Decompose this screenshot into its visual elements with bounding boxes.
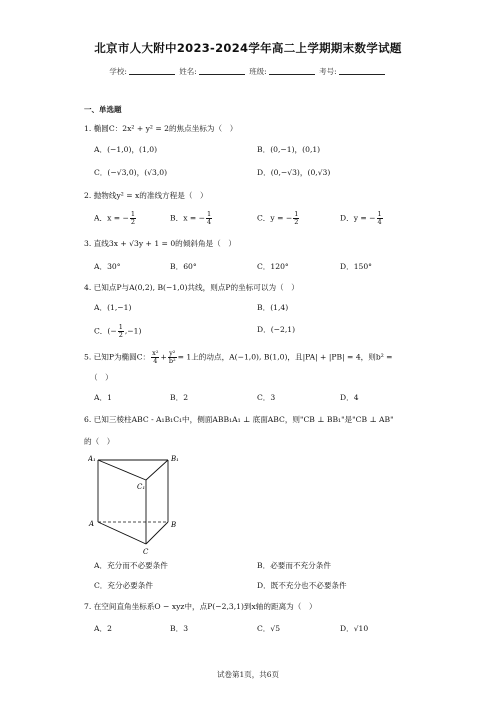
q4-option-b: B．(1,4): [257, 303, 289, 312]
question-6-line-2: 的（ ）: [84, 437, 115, 446]
question-5-line-2: （ ）: [90, 373, 113, 382]
school-blank[interactable]: [129, 74, 175, 75]
q6-option-c: C．充分必要条件: [94, 581, 153, 590]
question-number: 6.: [84, 415, 92, 424]
label-b: B: [171, 521, 177, 529]
option-text: 60°: [183, 262, 197, 271]
q3-option-b: B．60°: [170, 262, 197, 271]
option-text: 3: [183, 624, 189, 633]
exam-no-label: 考号:: [319, 67, 337, 76]
edge-ac: [98, 522, 146, 544]
q4-option-c: C．(− $\frac{1}{2}$ ,−1): [94, 323, 142, 339]
option-text: 4: [353, 393, 359, 402]
prism-figure: [88, 452, 198, 557]
question-4: [84, 282, 299, 293]
q2-option-c: C．y = − $\frac{1}{2}$: [257, 210, 299, 226]
question-7: [84, 601, 317, 612]
class-blank[interactable]: [269, 74, 315, 75]
fraction: $\frac{\text{y²}}{\text{b²}}$: [168, 349, 176, 365]
edge-b1c1: [146, 460, 168, 480]
question-number: 4.: [84, 283, 92, 292]
fraction: $\frac{1}{4}$: [207, 210, 212, 226]
label-c: C: [143, 548, 149, 556]
question-stem: 已知点P与A(0,2), B(−1,0)共线，则点P的坐标可以为（ ）: [93, 283, 299, 292]
question-3: [84, 238, 236, 249]
page-footer: 试卷第1页，共6页: [216, 670, 280, 679]
fraction: $\frac{1}{4}$: [377, 210, 382, 226]
exam-title: 北京市人大附中2023-2024学年高二上学期期末数学试题: [94, 41, 402, 55]
option-text: 必要而不充分条件: [270, 561, 331, 570]
option-text: 1: [107, 393, 112, 402]
q6-option-d: D．既不充分也不必要条件: [257, 581, 347, 590]
q4-option-d: D．(−2,1): [257, 325, 296, 334]
question-stem: 在空间直角坐标系O − xyz中，点P(−2,3,1)到x轴的距离为（ ）: [93, 602, 317, 611]
q3-option-a: A．30°: [94, 262, 121, 271]
option-text: 2: [107, 624, 112, 633]
q6-option-a: A．充分而不必要条件: [94, 561, 168, 570]
label-a: A: [89, 520, 95, 528]
q7-option-b: B．3: [170, 624, 189, 633]
option-text: (−1,0)，(1,0): [107, 145, 158, 154]
label-c1: C₁: [137, 483, 146, 491]
school-label: 学校:: [109, 67, 127, 76]
q3-option-c: C．120°: [257, 262, 289, 271]
fraction: $\frac{1}{2}$: [294, 210, 299, 226]
option-text: (1,4): [270, 303, 289, 312]
option-text: (0,−1)，(0,1): [270, 145, 321, 154]
q7-option-d: D．√10: [340, 624, 369, 633]
q2-option-d: D．y = − $\frac{1}{4}$: [340, 210, 382, 226]
option-text: x = −: [107, 213, 129, 223]
option-text: y = −: [353, 213, 376, 223]
q2-option-a: A．x = − $\frac{1}{2}$: [94, 210, 136, 226]
option-text: (−: [107, 326, 117, 336]
question-stem: 椭圆C：2x² + y² = 2的焦点坐标为（ ）: [93, 124, 238, 133]
q1-option-a: A．(−1,0)，(1,0): [94, 145, 158, 154]
q5-option-d: D．4: [340, 393, 359, 402]
option-text: 充分而不必要条件: [107, 561, 168, 570]
option-text: 3: [270, 393, 276, 402]
student-info-line: [0, 66, 496, 77]
question-stem: 已知三棱柱ABC - A₁B₁C₁中，侧面ABB₁A₁ ⊥ 底面ABC，则"CB ⊥ BB₁"是"CB ⊥ AB": [93, 415, 394, 424]
name-blank[interactable]: [199, 74, 245, 75]
question-stem: 直线3x + √3y + 1 = 0的倾斜角是（ ）: [93, 239, 236, 248]
option-text: y = −: [270, 213, 293, 223]
q7-option-a: A．2: [94, 624, 112, 633]
fraction: $\frac{1}{2}$: [130, 210, 136, 226]
edge-bc: [146, 522, 168, 544]
option-text: √5: [270, 624, 281, 633]
question-number: 1.: [84, 124, 92, 133]
question-number: 7.: [84, 602, 92, 611]
edge-a1c1: [98, 460, 146, 480]
question-number: 5.: [84, 352, 92, 362]
option-text: 既不充分也不必要条件: [270, 581, 347, 590]
option-text: (−2,1): [270, 325, 296, 334]
label-b1: B₁: [171, 455, 179, 463]
q1-option-c: C．(−√3,0)，(√3,0): [94, 168, 168, 177]
option-text: 2: [183, 393, 189, 402]
option-text: (0,−√3)，(0,√3): [270, 168, 331, 177]
question-number: 2.: [84, 191, 92, 200]
q6-option-b: B．必要而不充分条件: [257, 561, 331, 570]
question-6: [84, 414, 394, 425]
q3-option-d: D．150°: [340, 262, 372, 271]
option-text: (1,−1): [107, 303, 132, 312]
question-5: 5. 已知P为椭圆C： $\frac{\text{x²}}{4}$ + $\frac{\text{y²}}{\text{b²}}$ = 1上的动点，A(−1,0), B(1,0)，且|PA| + |PB| = 4，则b² =: [84, 349, 393, 365]
q1-option-d: D．(0,−√3)，(0,√3): [257, 168, 331, 177]
question-1: [84, 123, 237, 134]
fraction: $\frac{1}{2}$: [118, 323, 123, 339]
option-text: √10: [353, 624, 369, 633]
option-text: x = −: [183, 213, 206, 223]
q7-option-c: C．√5: [257, 624, 281, 633]
class-label: 班级:: [249, 67, 267, 76]
fraction: $\frac{\text{x²}}{4}$: [152, 349, 159, 365]
option-text: 120°: [270, 262, 289, 271]
q5-option-b: B．2: [170, 393, 189, 402]
label-a1: A₁: [88, 455, 96, 463]
q5-option-a: A．1: [94, 393, 112, 402]
question-stem: 抛物线y² = x的准线方程是（ ）: [93, 191, 208, 200]
name-label: 姓名:: [179, 67, 197, 76]
option-text: 30°: [107, 262, 121, 271]
q2-option-b: B．x = − $\frac{1}{4}$: [170, 210, 212, 226]
option-text: 150°: [353, 262, 372, 271]
q4-option-a: A．(1,−1): [94, 303, 132, 312]
q5-option-c: C．3: [257, 393, 276, 402]
exam-no-blank[interactable]: [339, 74, 385, 75]
section-heading: 一、单选题: [84, 105, 122, 114]
question-2: [84, 190, 208, 201]
question-number: 3.: [84, 239, 92, 248]
q1-option-b: B．(0,−1)，(0,1): [257, 145, 321, 154]
option-text: (−√3,0)，(√3,0): [107, 168, 168, 177]
option-text: 充分必要条件: [107, 581, 153, 590]
